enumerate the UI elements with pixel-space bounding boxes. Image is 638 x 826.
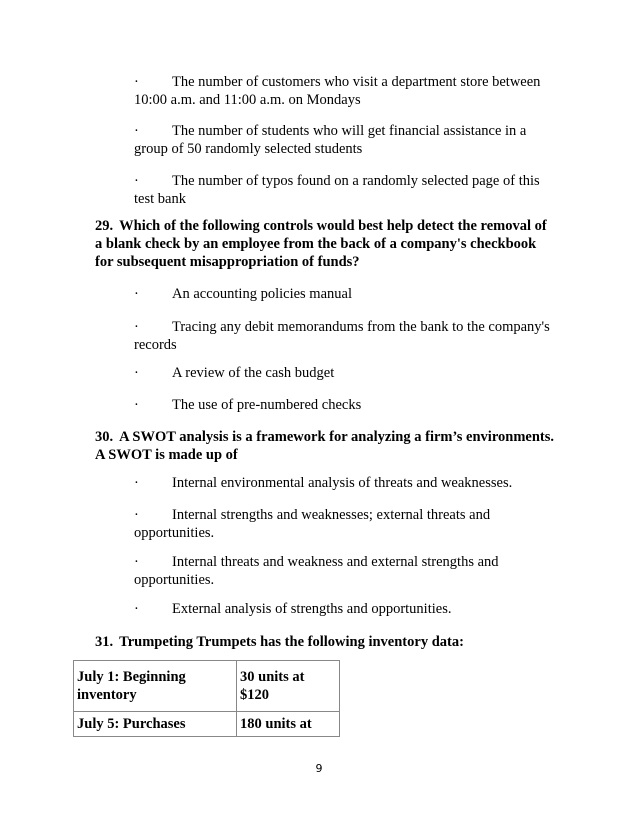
inventory-table: [73, 660, 340, 737]
list-item: [134, 285, 564, 303]
option-text: The number of customers who visit a department store between: [172, 74, 541, 90]
list-item: [134, 600, 564, 618]
table-cell-label: [74, 661, 237, 712]
bullet-icon: ·: [134, 554, 139, 570]
table-row: [74, 712, 340, 737]
cell-text: July 1: Beginning: [77, 669, 186, 685]
list-item: [134, 553, 564, 589]
option-text: Internal strengths and weaknesses; external threats and: [172, 507, 491, 523]
list-item: [134, 172, 564, 208]
option-text: The use of pre-numbered checks: [172, 397, 362, 413]
option-text: Internal threats and weakness and external strengths and: [172, 554, 499, 570]
question-text: Trumpeting Trumpets has the following inventory data:: [119, 634, 464, 650]
bullet-icon: ·: [134, 74, 139, 90]
question-number: 29.: [95, 218, 114, 234]
table-row: [74, 661, 340, 712]
bullet-icon: ·: [134, 319, 139, 335]
option-text: Tracing any debit memorandums from the bank to the company's: [172, 319, 550, 335]
question-30: [95, 428, 575, 464]
cell-text: inventory: [77, 687, 137, 703]
question-number: 30.: [95, 429, 114, 445]
option-text: The number of students who will get financial assistance in a: [172, 123, 527, 139]
bullet-icon: ·: [134, 397, 139, 413]
question-number: 31.: [95, 634, 114, 650]
table-cell-label: July 5: Purchases: [74, 712, 237, 737]
bullet-icon: ·: [134, 475, 139, 491]
bullet-icon: ·: [134, 123, 139, 139]
list-item: [134, 364, 564, 382]
question-31: [95, 633, 575, 651]
question-29: [95, 217, 575, 271]
option-text: A review of the cash budget: [172, 365, 335, 381]
bullet-icon: ·: [134, 173, 139, 189]
option-text: records: [134, 337, 177, 353]
bullet-icon: ·: [134, 365, 139, 381]
bullet-icon: ·: [134, 507, 139, 523]
list-item: [134, 122, 564, 158]
option-text: opportunities.: [134, 525, 215, 541]
list-item: [134, 506, 564, 542]
list-item: [134, 318, 564, 354]
option-text: External analysis of strengths and opportunities.: [172, 601, 452, 617]
question-text: A SWOT analysis is a framework for analyzing a firm’s environments.: [119, 429, 554, 445]
bullet-icon: ·: [134, 601, 139, 617]
list-item: [134, 73, 564, 109]
page-number: 9: [315, 762, 323, 775]
question-text: A SWOT is made up of: [95, 447, 238, 463]
bullet-icon: ·: [134, 286, 139, 302]
option-text: The number of typos found on a randomly selected page of this: [172, 173, 540, 189]
option-text: Internal environmental analysis of threats and weaknesses.: [172, 475, 513, 491]
table-cell-value: 180 units at: [237, 712, 340, 737]
option-text: An accounting policies manual: [172, 286, 352, 302]
option-text: test bank: [134, 191, 186, 207]
option-text: group of 50 randomly selected students: [134, 141, 363, 157]
question-text: for subsequent misappropriation of funds?: [95, 254, 360, 270]
option-text: 10:00 a.m. and 11:00 a.m. on Mondays: [134, 92, 361, 108]
list-item: [134, 396, 564, 414]
question-text: a blank check by an employee from the back of a company's checkbook: [95, 236, 537, 252]
list-item: [134, 474, 564, 492]
option-text: opportunities.: [134, 572, 215, 588]
table-cell-value: 30 units at $120: [237, 661, 340, 712]
question-text: Which of the following controls would best help detect the removal of: [119, 218, 547, 234]
